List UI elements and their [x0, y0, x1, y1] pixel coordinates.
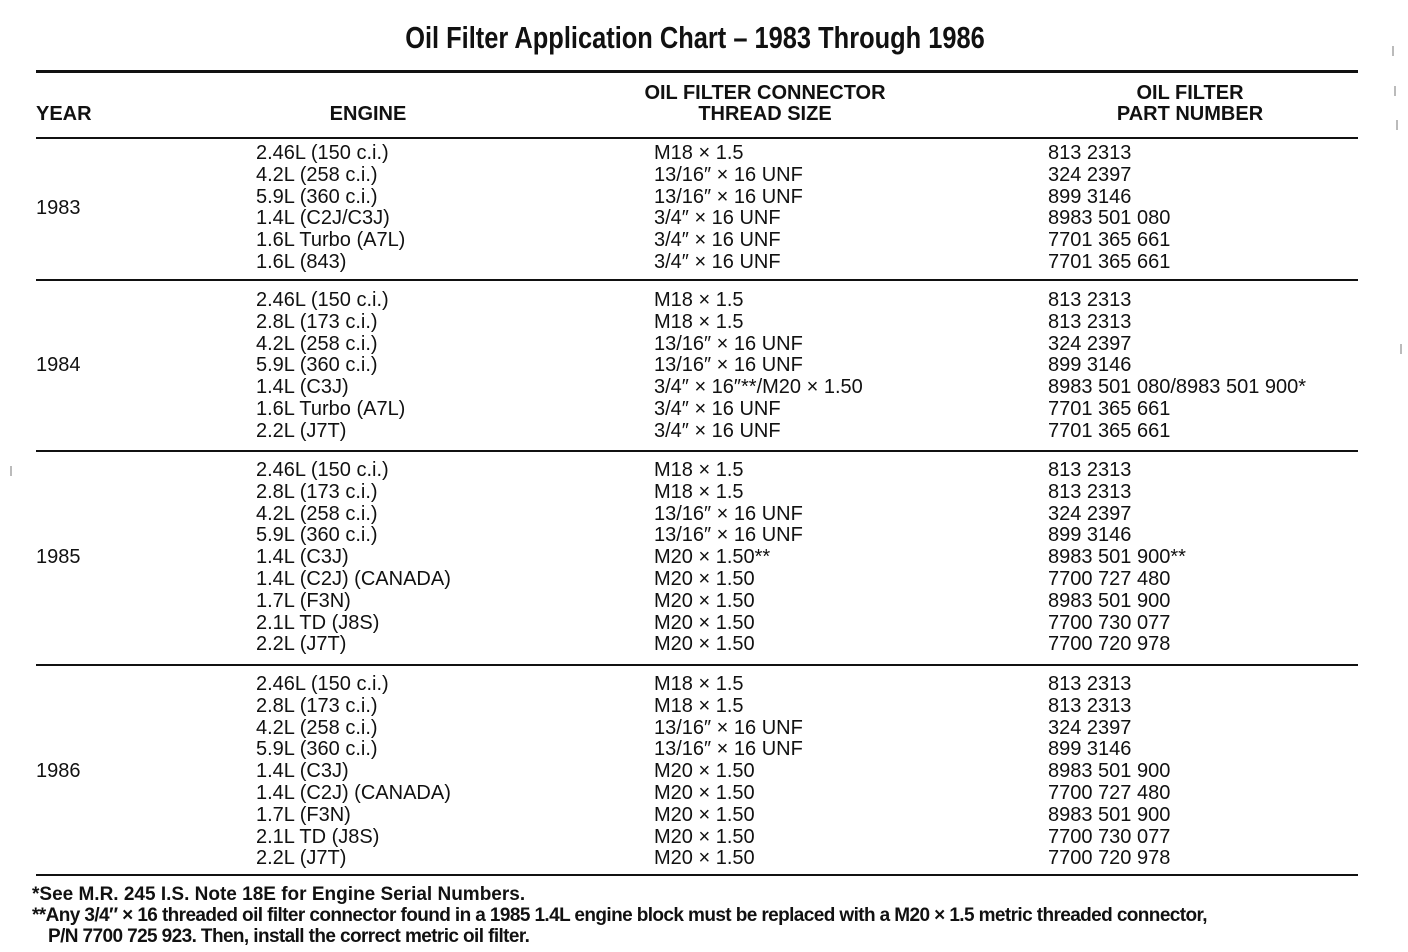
- thread-cell: 13/16″ × 16 UNF: [654, 185, 803, 208]
- table-row: [0, 187, 1408, 209]
- engine-rows: [0, 674, 1408, 870]
- engine-cell: 1.4L (C2J) (CANADA): [256, 567, 451, 590]
- table-row: [0, 460, 1408, 482]
- engine-cell: 1.4L (C2J) (CANADA): [256, 781, 451, 804]
- table-row: [0, 547, 1408, 569]
- engine-cell: 2.46L (150 c.i.): [256, 459, 389, 481]
- header-part-number: [1060, 83, 1320, 125]
- thread-cell: 13/16″ × 16 UNF: [654, 163, 803, 186]
- part-cell: 8983 501 080: [1048, 207, 1171, 230]
- part-cell: 7701 365 661: [1048, 250, 1171, 273]
- thread-cell: M18 × 1.5: [654, 459, 744, 481]
- table-row: [0, 230, 1408, 252]
- table-row: [0, 290, 1408, 312]
- engine-cell: 1.7L (F3N): [256, 803, 351, 826]
- table-row: [0, 525, 1408, 547]
- engine-rows: [0, 460, 1408, 656]
- header-thread-line1: OIL FILTER CONNECTOR: [644, 82, 886, 104]
- part-cell: 813 2313: [1048, 310, 1132, 333]
- part-cell: 899 3146: [1048, 738, 1132, 761]
- footnote-2-line-2: P/N 7700 725 923. Then, install the correct metric oil filter.: [48, 926, 530, 947]
- engine-cell: 4.2L (258 c.i.): [256, 502, 378, 525]
- table-row: [0, 613, 1408, 635]
- part-cell: 324 2397: [1048, 502, 1132, 525]
- scan-speck: [1392, 46, 1394, 56]
- table-row: [0, 805, 1408, 827]
- table-row: [0, 165, 1408, 187]
- footnotes: [32, 884, 1207, 947]
- part-cell: 813 2313: [1048, 459, 1132, 481]
- engine-cell: 2.8L (173 c.i.): [256, 310, 378, 333]
- table-row: [0, 208, 1408, 230]
- part-cell: 813 2313: [1048, 694, 1132, 717]
- part-cell: 813 2313: [1048, 480, 1132, 503]
- table-row: [0, 783, 1408, 805]
- year-label: 1983: [36, 197, 81, 219]
- table-row: [0, 696, 1408, 718]
- engine-cell: 2.8L (173 c.i.): [256, 480, 378, 503]
- engine-cell: 1.6L (843): [256, 250, 347, 273]
- engine-cell: 1.4L (C2J/C3J): [256, 207, 390, 230]
- group-divider: [36, 664, 1358, 666]
- year-label: 1985: [36, 546, 81, 568]
- part-cell: 7700 727 480: [1048, 781, 1171, 804]
- thread-cell: M20 × 1.50: [654, 633, 755, 656]
- engine-cell: 2.46L (150 c.i.): [256, 289, 389, 311]
- engine-cell: 4.2L (258 c.i.): [256, 716, 378, 739]
- engine-cell: 2.46L (150 c.i.): [256, 673, 389, 695]
- part-cell: 7700 730 077: [1048, 825, 1171, 848]
- thread-cell: M20 × 1.50**: [654, 546, 771, 569]
- thread-cell: 13/16″ × 16 UNF: [654, 332, 803, 355]
- thread-cell: 3/4″ × 16 UNF: [654, 397, 781, 420]
- table-row: [0, 848, 1408, 870]
- thread-cell: M20 × 1.50: [654, 825, 755, 848]
- table-row: [0, 377, 1408, 399]
- thread-cell: M18 × 1.5: [654, 673, 744, 695]
- thread-cell: M20 × 1.50: [654, 847, 755, 870]
- part-cell: 8983 501 900**: [1048, 546, 1186, 569]
- table-row: [0, 761, 1408, 783]
- part-cell: 7700 720 978: [1048, 633, 1171, 656]
- table-row: [0, 482, 1408, 504]
- engine-rows: [0, 290, 1408, 443]
- table-row: [0, 674, 1408, 696]
- scan-speck: [1400, 344, 1402, 354]
- engine-cell: 2.8L (173 c.i.): [256, 694, 378, 717]
- engine-cell: 4.2L (258 c.i.): [256, 163, 378, 186]
- engine-cell: 1.4L (C3J): [256, 760, 349, 783]
- table-row: [0, 569, 1408, 591]
- thread-cell: 13/16″ × 16 UNF: [654, 738, 803, 761]
- thread-cell: M18 × 1.5: [654, 142, 744, 164]
- engine-cell: 1.4L (C3J): [256, 376, 349, 399]
- thread-cell: M20 × 1.50: [654, 803, 755, 826]
- thread-cell: M18 × 1.5: [654, 310, 744, 333]
- scan-speck: [1396, 120, 1398, 130]
- table-row: [0, 334, 1408, 356]
- thread-cell: M18 × 1.5: [654, 480, 744, 503]
- engine-cell: 5.9L (360 c.i.): [256, 738, 378, 761]
- group-divider: [36, 279, 1358, 281]
- part-cell: 7700 727 480: [1048, 567, 1171, 590]
- table-row: [0, 739, 1408, 761]
- part-cell: 8983 501 080/8983 501 900*: [1048, 376, 1307, 399]
- part-cell: 324 2397: [1048, 332, 1132, 355]
- thread-cell: 3/4″ × 16″**/M20 × 1.50: [654, 376, 863, 399]
- engine-cell: 1.4L (C3J): [256, 546, 349, 569]
- group-divider: [36, 450, 1358, 452]
- year-label: 1986: [36, 760, 81, 782]
- engine-cell: 1.6L Turbo (A7L): [256, 397, 406, 420]
- engine-cell: 2.2L (J7T): [256, 419, 347, 442]
- engine-cell: 2.1L TD (J8S): [256, 611, 380, 634]
- engine-cell: 4.2L (258 c.i.): [256, 332, 378, 355]
- thread-cell: M18 × 1.5: [654, 289, 744, 311]
- footnote-2-line-1: **Any 3/4″ × 16 threaded oil filter connector found in a 1985 1.4L engine block must be replaced with a M20 × 1.5 metric threaded connector,: [32, 905, 1207, 926]
- thread-cell: M18 × 1.5: [654, 694, 744, 717]
- header-thread-line2: THREAD SIZE: [698, 103, 832, 125]
- footnote-1: *See M.R. 245 I.S. Note 18E for Engine Serial Numbers.: [32, 884, 526, 905]
- table-row: [0, 634, 1408, 656]
- header-thread-size: [600, 83, 930, 125]
- part-cell: 7701 365 661: [1048, 397, 1171, 420]
- table-row: [0, 421, 1408, 443]
- table-row: [0, 252, 1408, 274]
- thread-cell: 3/4″ × 16 UNF: [654, 229, 781, 252]
- thread-cell: M20 × 1.50: [654, 760, 755, 783]
- header-top-rule: [36, 70, 1358, 73]
- thread-cell: 13/16″ × 16 UNF: [654, 716, 803, 739]
- part-cell: 899 3146: [1048, 524, 1132, 547]
- engine-cell: 1.7L (F3N): [256, 589, 351, 612]
- table-row: [0, 591, 1408, 613]
- header-part-line2: PART NUMBER: [1116, 103, 1264, 125]
- table-row: [0, 143, 1408, 165]
- part-cell: 7700 720 978: [1048, 847, 1171, 870]
- engine-cell: 2.1L TD (J8S): [256, 825, 380, 848]
- year-label: 1984: [36, 354, 81, 376]
- part-cell: 813 2313: [1048, 289, 1132, 311]
- table-row: [0, 355, 1408, 377]
- thread-cell: M20 × 1.50: [654, 567, 755, 590]
- part-cell: 8983 501 900: [1048, 589, 1171, 612]
- chart-title: Oil Filter Application Chart – 1983 Through 1986: [405, 20, 985, 55]
- engine-cell: 2.2L (J7T): [256, 847, 347, 870]
- engine-cell: 5.9L (360 c.i.): [256, 185, 378, 208]
- thread-cell: 13/16″ × 16 UNF: [654, 502, 803, 525]
- header-engine: ENGINE: [329, 103, 407, 125]
- part-cell: 8983 501 900: [1048, 803, 1171, 826]
- engine-cell: 2.46L (150 c.i.): [256, 142, 389, 164]
- engine-cell: 1.6L Turbo (A7L): [256, 229, 406, 252]
- part-cell: 7700 730 077: [1048, 611, 1171, 634]
- engine-cell: 2.2L (J7T): [256, 633, 347, 656]
- table-row: [0, 399, 1408, 421]
- part-cell: 813 2313: [1048, 142, 1132, 164]
- part-cell: 8983 501 900: [1048, 760, 1171, 783]
- thread-cell: 3/4″ × 16 UNF: [654, 250, 781, 273]
- scan-speck: [1394, 86, 1396, 96]
- table-row: [0, 504, 1408, 526]
- thread-cell: 3/4″ × 16 UNF: [654, 419, 781, 442]
- header-part-line1: OIL FILTER: [1136, 82, 1244, 104]
- thread-cell: 3/4″ × 16 UNF: [654, 207, 781, 230]
- table-row: [0, 827, 1408, 849]
- header-bottom-rule: [36, 137, 1358, 139]
- part-cell: 7701 365 661: [1048, 229, 1171, 252]
- engine-rows: [0, 143, 1408, 274]
- part-cell: 324 2397: [1048, 163, 1132, 186]
- table-bottom-rule: [36, 874, 1358, 876]
- thread-cell: 13/16″ × 16 UNF: [654, 354, 803, 377]
- part-cell: 324 2397: [1048, 716, 1132, 739]
- header-year: YEAR: [36, 103, 92, 125]
- thread-cell: 13/16″ × 16 UNF: [654, 524, 803, 547]
- engine-cell: 5.9L (360 c.i.): [256, 524, 378, 547]
- part-cell: 813 2313: [1048, 673, 1132, 695]
- thread-cell: M20 × 1.50: [654, 611, 755, 634]
- part-cell: 899 3146: [1048, 185, 1132, 208]
- part-cell: 7701 365 661: [1048, 419, 1171, 442]
- engine-cell: 5.9L (360 c.i.): [256, 354, 378, 377]
- part-cell: 899 3146: [1048, 354, 1132, 377]
- table-row: [0, 312, 1408, 334]
- scan-speck: [10, 466, 12, 476]
- thread-cell: M20 × 1.50: [654, 781, 755, 804]
- thread-cell: M20 × 1.50: [654, 589, 755, 612]
- table-row: [0, 718, 1408, 740]
